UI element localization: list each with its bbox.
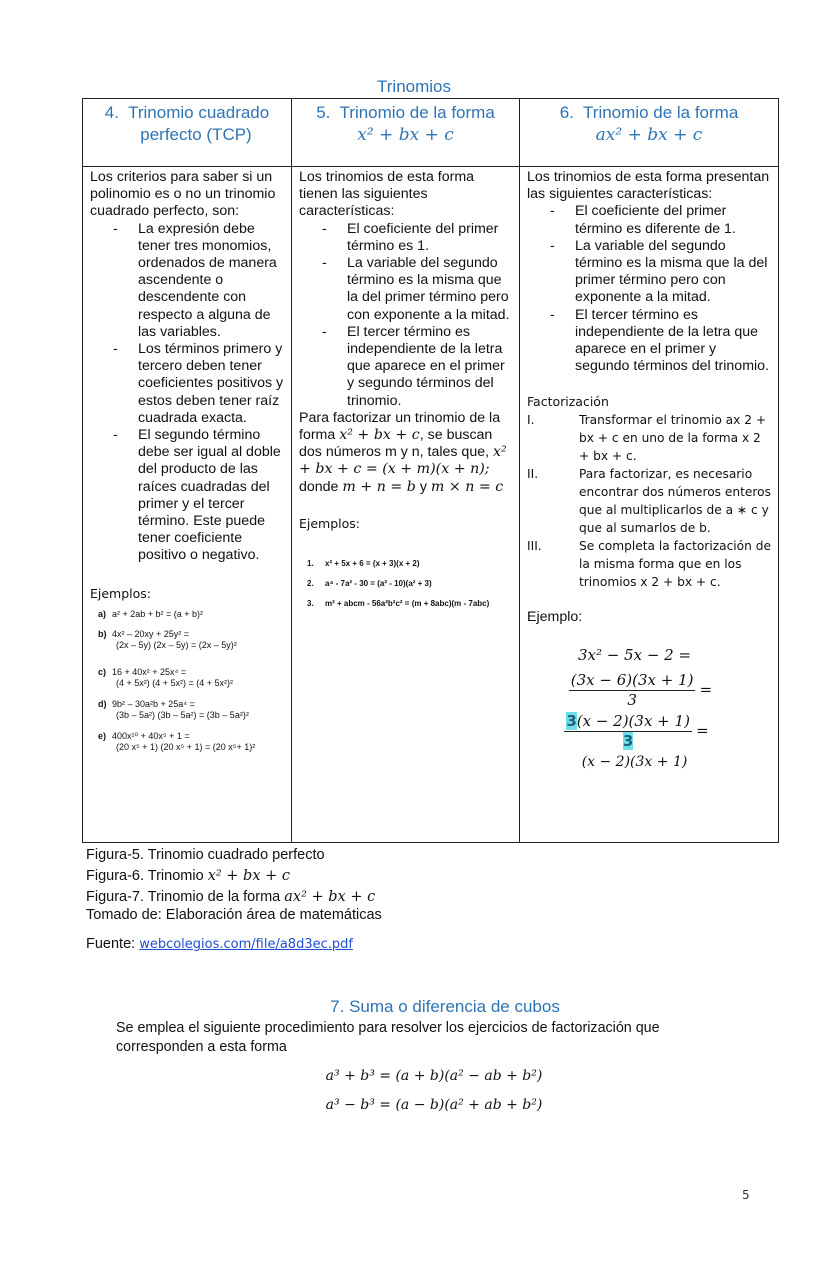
header-line1: Trinomio de la forma bbox=[339, 103, 495, 122]
header-number: 6. bbox=[559, 103, 574, 122]
cell-tcp bbox=[83, 167, 292, 843]
list-item: - El segundo término debe ser igual al doble del producto de las raíces cuadradas del primer y el tercer término. Este puede tener coeficiente positivo o negativo. bbox=[90, 427, 285, 565]
caption-line bbox=[86, 866, 382, 887]
factorization-heading: Factorización bbox=[527, 394, 609, 410]
highlighted-factor: 3 bbox=[566, 711, 577, 730]
page-number: 5 bbox=[742, 1188, 750, 1202]
fraction bbox=[569, 671, 696, 710]
section7-heading: 7. Suma o diferencia de cubos bbox=[330, 997, 560, 1016]
section7-paragraph: Se emplea el siguiente procedimiento para resolver los ejercicios de factorización que corresponden a esta forma bbox=[116, 1020, 660, 1055]
example-fraction1 bbox=[527, 671, 742, 710]
example-expr-line2: (3b – 5a²) (3b – 5a²) = (3b – 5a²)² bbox=[116, 709, 249, 720]
list-item: - El tercer término es independiente de la letra que aparece en el primer y segundo términos del trinomio. bbox=[527, 307, 772, 376]
example-label: c) bbox=[98, 666, 107, 677]
example-expr-line2: (20 x⁵ + 1) (20 x⁵ + 1) = (20 x⁵+ 1)² bbox=[116, 741, 256, 752]
example-expr: x² + 5x + 6 = (x + 3)(x + 2) bbox=[325, 559, 420, 569]
source-link[interactable]: webcolegios.com/file/a8d3ec.pdf bbox=[139, 937, 353, 952]
example-expr: 9b² – 30a²b + 25a⁴ = bbox=[112, 698, 195, 709]
list-item: - El coeficiente del primer término es 1. bbox=[299, 221, 513, 255]
tcp-example bbox=[98, 731, 285, 753]
example-expr: 16 + 40x² + 25x⁴ = bbox=[112, 666, 187, 677]
header-number: 4. bbox=[104, 103, 119, 122]
step-number: III. bbox=[527, 538, 542, 553]
header-line1: Trinomio cuadrado bbox=[128, 103, 270, 122]
difference-of-cubes-formula: a³ − b³ = (a − b)(a² + ab + b²) bbox=[325, 1097, 543, 1113]
example-label: d) bbox=[98, 698, 107, 709]
tcp-example bbox=[98, 667, 285, 689]
x2-method bbox=[299, 410, 513, 496]
tcp-example bbox=[98, 609, 285, 620]
fraction-numerator: (3x − 6)(3x + 1) bbox=[570, 670, 694, 689]
example-expr: a² + 2ab + b² = (a + b)² bbox=[112, 608, 204, 619]
fraction bbox=[564, 712, 692, 751]
header-line1: Trinomio de la forma bbox=[583, 103, 739, 122]
table-body-row bbox=[83, 167, 779, 843]
example-label: 3. bbox=[307, 599, 314, 609]
list-item: - La variable del segundo término es la misma que la del primer término pero con exponente a la mitad. bbox=[299, 255, 513, 324]
caption-text: Figura-5. Trinomio cuadrado perfecto bbox=[86, 847, 325, 863]
method-math: x² + bx + c bbox=[339, 427, 420, 444]
method-text: y bbox=[415, 478, 431, 495]
step-text: Transformar el trinomio ax 2 + bx + c en uno de la forma x 2 + bx + c. bbox=[579, 412, 767, 463]
list-item: - La variable del segundo término es la misma que la del primer término pero con exponente a la mitad. bbox=[527, 238, 772, 307]
list-item: - El coeficiente del primer término es diferente de 1. bbox=[527, 203, 772, 237]
example-expr-line2: (2x – 5y) (2x – 5y) = (2x – 5y)² bbox=[116, 639, 237, 650]
header-ax2-bx-c bbox=[520, 99, 779, 167]
tcp-examples-heading: Ejemplos: bbox=[90, 585, 152, 601]
example-fraction2 bbox=[527, 712, 742, 751]
figure-captions bbox=[86, 845, 382, 955]
method-text: , se buscan dos números m y n, tales que, bbox=[299, 427, 493, 461]
method-math: m × n = c bbox=[430, 478, 504, 495]
method-text: donde bbox=[299, 478, 343, 495]
table-header-row bbox=[83, 99, 779, 167]
header-formula: ax² + bx + c bbox=[595, 125, 703, 145]
example-expr: a⁴ - 7a² - 30 = (a² - 10)(a² + 3) bbox=[325, 579, 432, 589]
example-expr: m² + abcm - 56a²b²c² = (m + 8abc)(m - 7abc) bbox=[325, 599, 490, 609]
list-item: - Los términos primero y tercero deben tener coeficientes positivos y estos deben tener raíz cuadrada exacta. bbox=[90, 341, 285, 427]
caption-text: Figura-7. Trinomio de la forma bbox=[86, 889, 285, 905]
source-line bbox=[86, 934, 382, 955]
example-label: e) bbox=[98, 730, 107, 741]
caption-math: ax² + bx + c bbox=[284, 889, 376, 905]
equals-sign: = bbox=[699, 680, 713, 699]
caption-text: Figura-6. Trinomio bbox=[86, 868, 208, 884]
method-math: x² + bx + c = (x + m)(x + n); bbox=[299, 444, 507, 478]
step-text: Se completa la factorización de la misma forma que en los trinomios x 2 + bx + c. bbox=[579, 538, 771, 589]
x2-example bbox=[307, 598, 513, 609]
x2-criteria-list bbox=[299, 221, 513, 410]
cell-ax2-bx-c bbox=[520, 167, 779, 843]
trinomials-table bbox=[82, 98, 779, 843]
example-expr-line2: (4 + 5x²) (4 + 5x²) = (4 + 5x²)² bbox=[116, 677, 234, 688]
step-number: II. bbox=[527, 466, 539, 481]
tcp-intro: Los criterios para saber si un polinomio es o no un trinomio cuadrado perfecto, son: bbox=[90, 169, 276, 220]
x2-example bbox=[307, 578, 513, 589]
fraction-numerator: (x − 2)(3x + 1) bbox=[576, 711, 690, 730]
factorization-step bbox=[527, 465, 772, 537]
factorization-step bbox=[527, 411, 772, 465]
caption-line bbox=[86, 905, 382, 926]
factorization-step bbox=[527, 537, 772, 591]
header-tcp bbox=[83, 99, 292, 167]
header-x2-bx-c bbox=[292, 99, 520, 167]
example-label: 2. bbox=[307, 579, 314, 589]
header-line2: perfecto (TCP) bbox=[140, 125, 252, 144]
header-number: 5. bbox=[316, 103, 331, 122]
example-expr: 400x¹⁰ + 40x⁵ + 1 = bbox=[112, 730, 190, 741]
example-line1: 3x² − 5x − 2 = bbox=[577, 645, 692, 664]
example-label: 1. bbox=[307, 559, 314, 569]
method-math: m + n = b bbox=[342, 478, 416, 495]
header-formula: x² + bx + c bbox=[357, 125, 454, 145]
x2-examples-heading: Ejemplos: bbox=[299, 515, 361, 531]
caption-math: x² + bx + c bbox=[207, 868, 290, 884]
equals-sign: = bbox=[696, 721, 709, 740]
highlighted-denominator: 3 bbox=[622, 731, 634, 750]
ax2-criteria-list bbox=[527, 203, 772, 375]
caption-text: Tomado de: Elaboración área de matemáticas bbox=[86, 907, 382, 923]
sum-of-cubes-formula: a³ + b³ = (a + b)(a² − ab + b²) bbox=[325, 1068, 543, 1084]
x2-example bbox=[307, 558, 513, 569]
step-number: I. bbox=[527, 412, 535, 427]
caption-line bbox=[86, 845, 382, 866]
tcp-criteria-list bbox=[90, 221, 285, 565]
tcp-example bbox=[98, 699, 285, 721]
list-item: - La expresión debe tener tres monomios, ordenados de manera ascendente o descendente con respecto a alguna de las variables. bbox=[90, 221, 285, 341]
method-text: Para factorizar un trinomio de la forma bbox=[299, 409, 501, 444]
cell-x2-bx-c bbox=[292, 167, 520, 843]
example-label: b) bbox=[98, 628, 107, 639]
step-text: Para factorizar, es necesario encontrar dos números enteros que al multiplicarlos de a ∗ c y que al sumarlos de b. bbox=[579, 466, 771, 535]
worked-example bbox=[527, 646, 772, 772]
page-title: Trinomios bbox=[377, 77, 451, 96]
fraction-denominator: 3 bbox=[627, 690, 637, 709]
list-item: - El tercer término es independiente de la letra que aparece en el primer y segundo términos del trinomio. bbox=[299, 324, 513, 410]
ax2-intro: Los trinomios de esta forma presentan las siguientes características: bbox=[527, 169, 770, 203]
source-label: Fuente: bbox=[86, 936, 140, 952]
example-expr: 4x² – 20xy + 25y² = bbox=[112, 628, 190, 639]
example-heading: Ejemplo: bbox=[527, 608, 583, 625]
x2-intro: Los trinomios de esta forma tienen las siguientes características: bbox=[299, 169, 475, 220]
example-label: a) bbox=[98, 608, 107, 619]
example-result: (x − 2)(3x + 1) bbox=[581, 753, 688, 770]
tcp-example bbox=[98, 629, 285, 651]
